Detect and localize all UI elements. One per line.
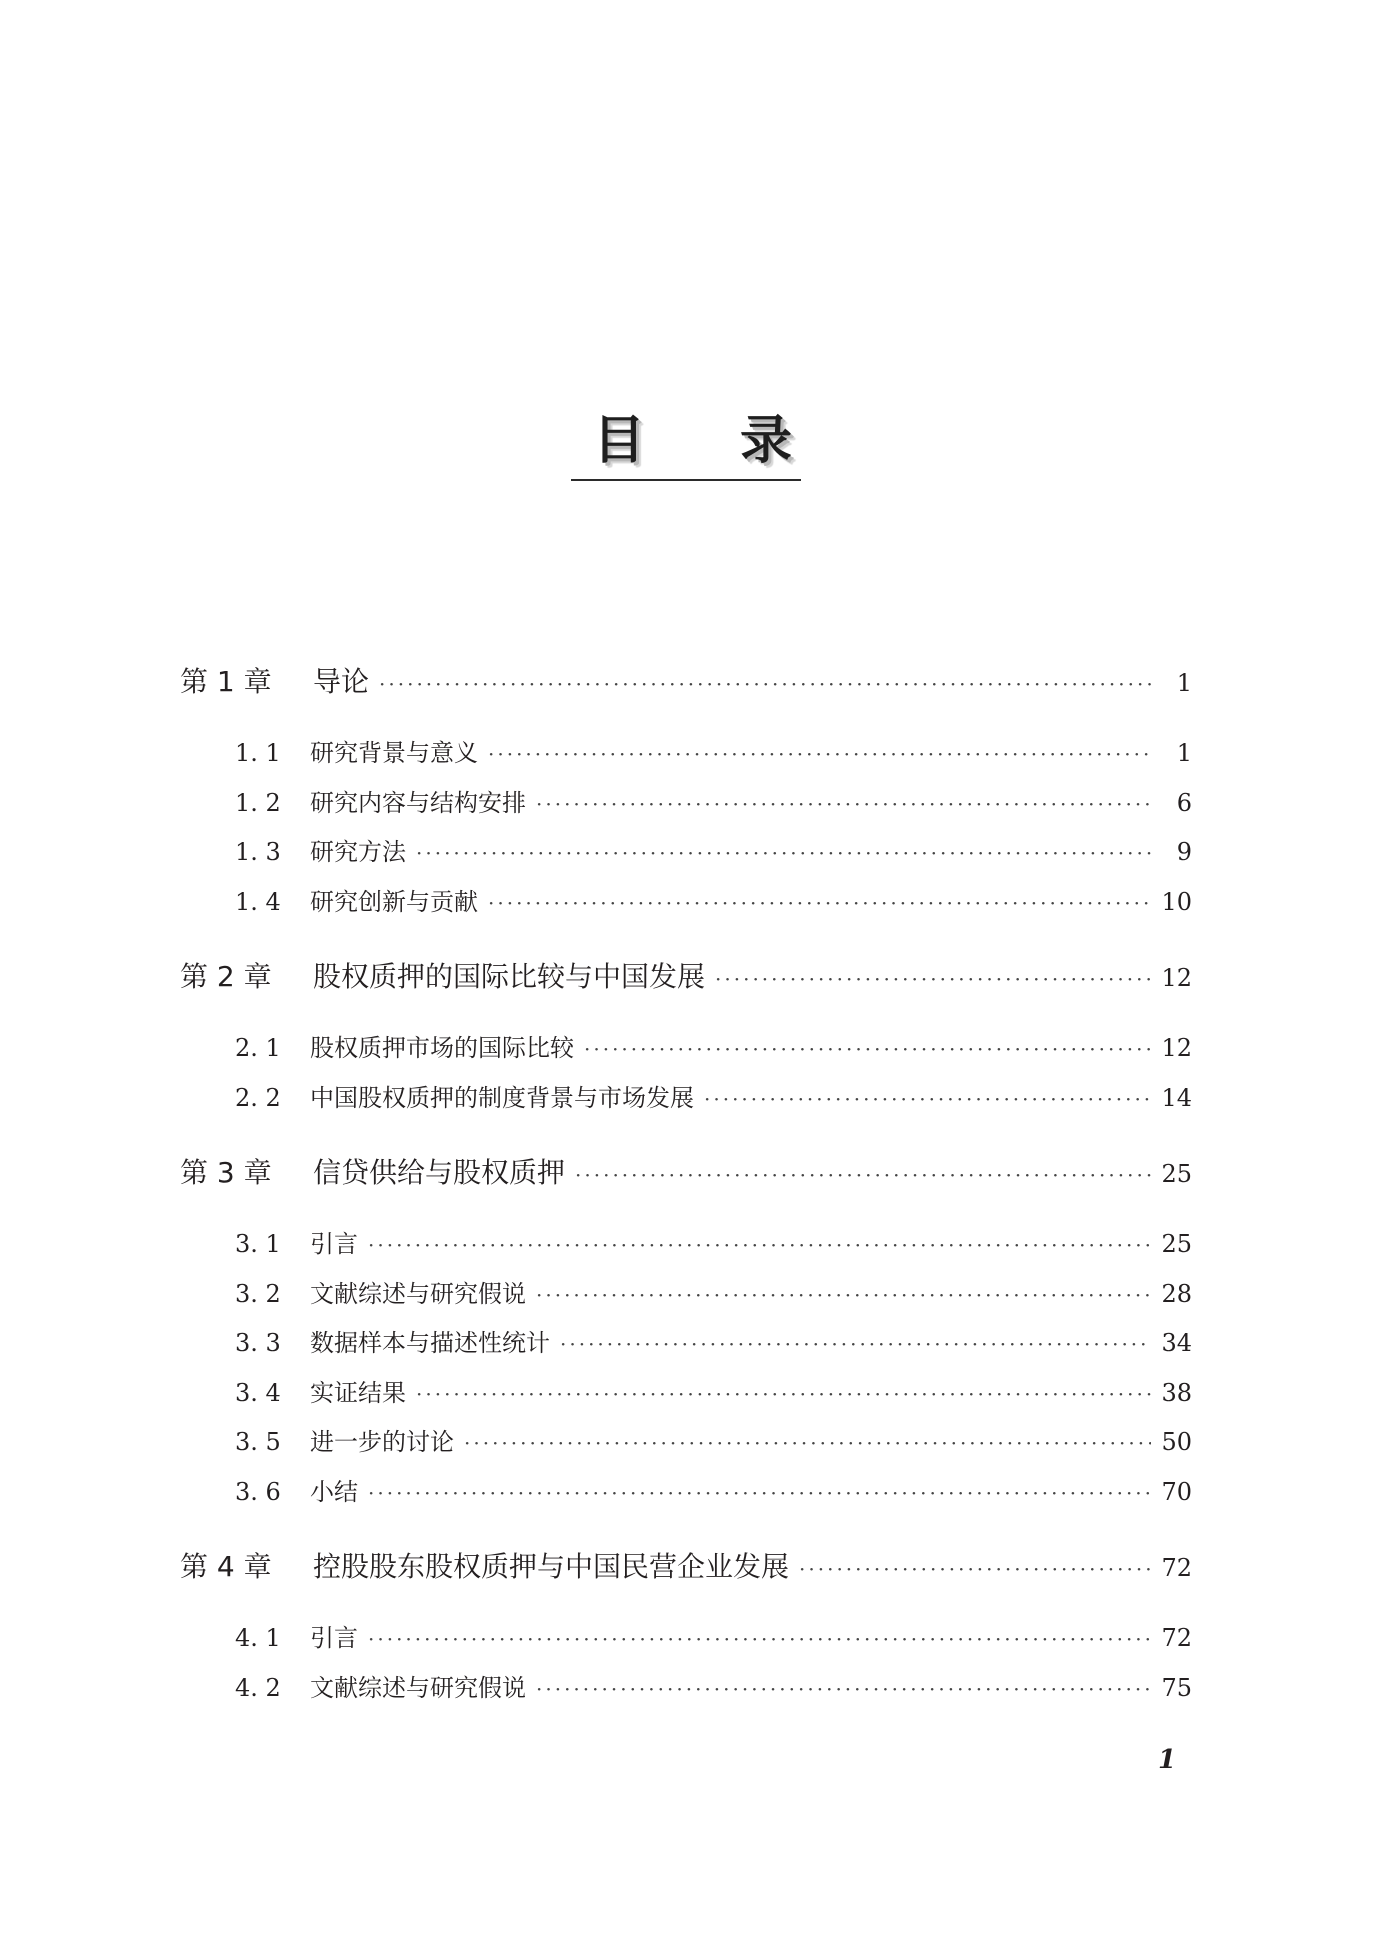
section-page-number: 38 [1161,1378,1192,1407]
section-page-number: 50 [1161,1428,1192,1456]
chapter-3-sections [180,1224,1192,1521]
chapter-number: 第 1 章 [180,665,272,698]
toc-section-4-1[interactable] [180,1618,1192,1668]
section-title: 研究方法 [310,838,406,866]
chapter-page-number: 72 [1161,1554,1192,1582]
toc-chapter-1[interactable] [180,660,1192,709]
chapter-page-number: 12 [1161,964,1192,992]
dot-leader [416,841,1154,865]
dot-leader [488,891,1151,915]
section-page-number: 34 [1161,1329,1192,1357]
toc-section-3-1[interactable] [180,1224,1192,1274]
section-page-number: 1 [1176,739,1192,767]
section-number: 4. 2 [235,1673,281,1702]
section-page-number: 28 [1161,1279,1192,1308]
dot-leader [368,1233,1151,1257]
toc-section-4-2[interactable] [180,1668,1192,1718]
dot-leader [799,1557,1151,1581]
dot-leader [536,1677,1151,1701]
page-folio-number: 1 [1158,1745,1177,1775]
section-title: 实证结果 [310,1378,406,1407]
toc-section-1-4[interactable] [180,882,1192,932]
toc-section-3-2[interactable] [180,1274,1192,1324]
dot-leader [715,967,1151,991]
dot-leader [416,1382,1151,1406]
toc-section-3-3[interactable] [180,1323,1192,1373]
section-number: 3. 6 [235,1477,281,1506]
section-number: 1. 1 [235,739,281,767]
chapter-title: 导论 [313,665,370,698]
section-number: 1. 3 [235,838,281,866]
toc-section-1-2[interactable] [180,783,1192,833]
dot-leader [464,1431,1151,1455]
dot-leader [560,1332,1151,1356]
chapter-2-sections [180,1028,1192,1127]
toc-chapter-3[interactable] [180,1151,1192,1200]
section-page-number: 14 [1161,1083,1192,1112]
table-of-contents [180,660,1192,1741]
dot-leader [536,1283,1151,1307]
section-title: 中国股权质押的制度背景与市场发展 [310,1083,694,1112]
toc-section-3-6[interactable] [180,1472,1192,1522]
toc-section-2-1[interactable] [180,1028,1192,1078]
section-page-number: 70 [1161,1477,1192,1506]
section-number: 3. 3 [235,1329,281,1357]
dot-leader [704,1087,1151,1111]
section-page-number: 9 [1176,838,1192,866]
toc-chapter-2[interactable] [180,955,1192,1004]
section-page-number: 75 [1161,1673,1192,1702]
chapter-page-number: 25 [1161,1160,1192,1188]
chapter-number: 第 2 章 [180,960,272,993]
chapter-title: 信贷供给与股权质押 [313,1156,566,1189]
toc-section-1-3[interactable] [180,832,1192,882]
section-page-number: 10 [1161,887,1192,916]
toc-section-3-4[interactable] [180,1373,1192,1423]
chapter-title: 控股股东股权质押与中国民营企业发展 [313,1550,790,1583]
chapter-4-sections [180,1618,1192,1717]
section-title: 小结 [310,1477,358,1506]
toc-chapter-4[interactable] [180,1545,1192,1594]
section-number: 1. 4 [235,887,281,916]
dot-leader [488,742,1154,766]
chapter-page-number: 1 [1176,669,1192,697]
dot-leader [379,672,1154,696]
section-number: 1. 2 [235,788,281,817]
toc-section-2-2[interactable] [180,1078,1192,1128]
section-title: 文献综述与研究假说 [310,1279,526,1308]
section-title: 引言 [310,1230,358,1258]
title-underline [571,479,801,481]
section-number: 3. 1 [235,1230,281,1258]
section-title: 引言 [310,1624,358,1652]
dot-leader [368,1627,1151,1651]
chapter-title: 股权质押的国际比较与中国发展 [313,960,706,993]
section-number: 4. 1 [235,1624,281,1652]
dot-leader [536,792,1154,816]
chapter-number: 第 4 章 [180,1550,272,1583]
section-title: 文献综述与研究假说 [310,1673,526,1702]
dot-leader [575,1163,1151,1187]
chapter-1-sections [180,733,1192,931]
section-page-number: 72 [1161,1624,1192,1652]
dot-leader [368,1481,1151,1505]
section-title: 进一步的讨论 [310,1428,454,1456]
section-page-number: 12 [1161,1034,1192,1062]
section-number: 3. 4 [235,1378,281,1407]
dot-leader [584,1037,1151,1061]
section-title: 研究创新与贡献 [310,887,478,916]
section-title: 研究背景与意义 [310,739,478,767]
section-title: 数据样本与描述性统计 [310,1329,550,1357]
chapter-number: 第 3 章 [180,1156,272,1189]
section-page-number: 6 [1176,788,1192,817]
toc-section-1-1[interactable] [180,733,1192,783]
toc-section-3-5[interactable] [180,1422,1192,1472]
section-number: 2. 2 [235,1083,281,1112]
page-title-block [0,408,1385,474]
section-title: 研究内容与结构安排 [310,788,526,817]
section-title: 股权质押市场的国际比较 [310,1034,574,1062]
section-number: 3. 5 [235,1428,281,1456]
section-page-number: 25 [1161,1230,1192,1258]
section-number: 3. 2 [235,1279,281,1308]
section-number: 2. 1 [235,1034,281,1062]
page-title: 目录 [592,411,887,471]
